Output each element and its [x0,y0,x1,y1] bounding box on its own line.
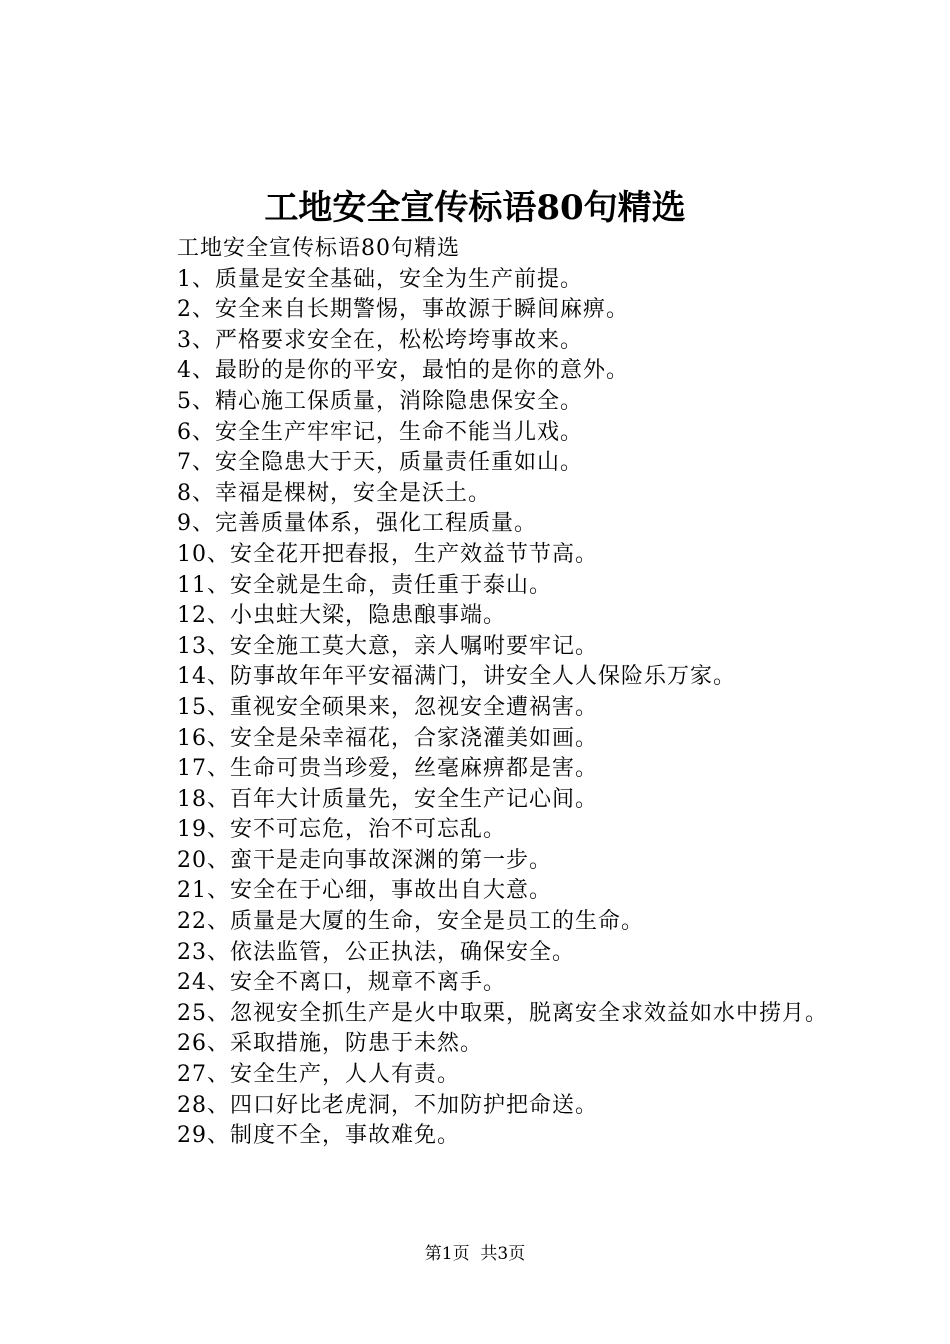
slogan-line: 19、安不可忘危，治不可忘乱。 [177,817,506,843]
slogan-line: 21、安全在于心细，事故出自大意。 [177,878,552,904]
slogan-line: 27、安全生产，人人有责。 [177,1062,460,1088]
slogan-line: 11、安全就是生命，责任重于泰山。 [177,572,552,598]
slogan-line: 12、小虫蛀大梁，隐患酿事端。 [177,603,506,629]
slogan-line: 25、忽视安全抓生产是火中取栗，脱离安全求效益如水中捞月。 [177,1000,828,1026]
slogan-line: 29、制度不全，事故难免。 [177,1123,460,1149]
slogan-line: 14、防事故年年平安福满门，讲安全人人保险乐万家。 [177,664,736,690]
slogan-line: 16、安全是朵幸福花，合家浇灌美如画。 [177,725,598,751]
slogan-line: 15、重视安全硕果来，忽视安全遭祸害。 [177,694,598,720]
document-body [130,234,840,1152]
slogan-line: 22、质量是大厦的生命，安全是员工的生命。 [177,909,644,935]
slogan-line: 5、精心施工保质量，消除隐患保安全。 [177,388,583,414]
slogan-line: 3、严格要求安全在，松松垮垮事故来。 [177,327,583,353]
slogan-line: 13、安全施工莫大意，亲人嘱咐要牢记。 [177,633,598,659]
slogan-line: 8、幸福是棵树，安全是沃土。 [177,480,491,506]
slogan-line: 17、生命可贵当珍爱，丝毫麻痹都是害。 [177,756,598,782]
page-footer [0,1242,950,1266]
slogan-line: 2、安全来自长期警惕，事故源于瞬间麻痹。 [177,297,629,323]
slogan-line: 6、安全生产牢牢记，生命不能当儿戏。 [177,419,583,445]
page-total: 共3页 [480,1244,526,1264]
document-subtitle: 工地安全宣传标语80句精选 [177,236,460,261]
slogan-line: 9、完善质量体系，强化工程质量。 [177,511,537,537]
slogan-line: 4、最盼的是你的平安，最怕的是你的意外。 [177,358,629,384]
slogan-line: 7、安全隐患大于天，质量责任重如山。 [177,450,583,476]
document-title: 工地安全宣传标语80句精选 [264,188,686,228]
slogan-line: 26、采取措施，防患于未然。 [177,1031,483,1057]
slogan-line: 24、安全不离口，规章不离手。 [177,970,506,996]
page-number: 第1页 [424,1244,470,1264]
slogan-line: 23、依法监管，公正执法，确保安全。 [177,939,575,965]
slogan-line: 1、质量是安全基础，安全为生产前提。 [177,266,583,292]
slogan-line: 10、安全花开把春报，生产效益节节高。 [177,541,598,567]
slogan-line: 28、四口好比老虎洞，不加防护把命送。 [177,1092,598,1118]
slogan-line: 20、蛮干是走向事故深渊的第一步。 [177,847,552,873]
slogan-line: 18、百年大计质量先，安全生产记心间。 [177,786,598,812]
